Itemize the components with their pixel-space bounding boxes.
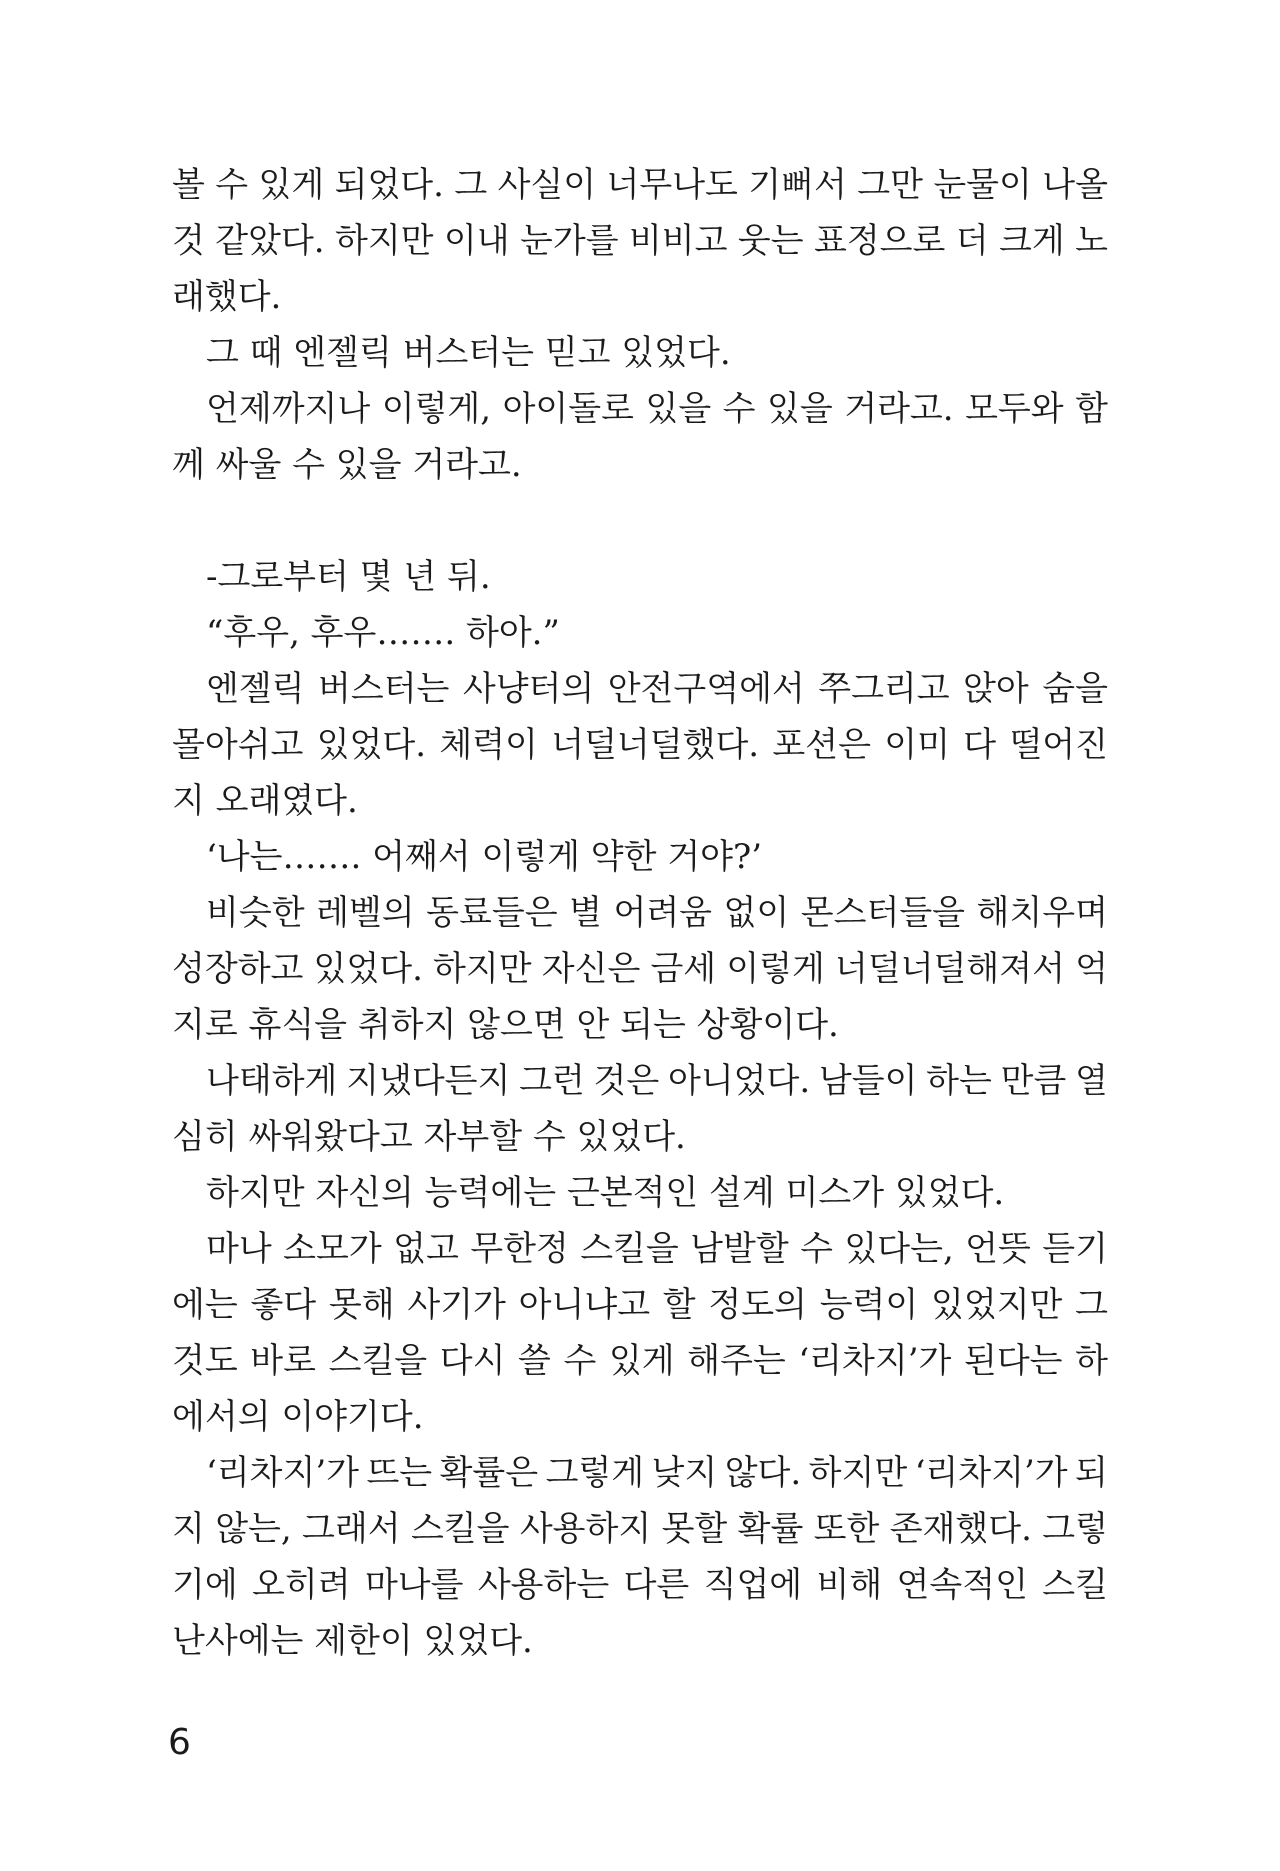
word: 것 [172, 221, 205, 261]
word: 노 [1075, 221, 1108, 261]
word: 언제까지나 [206, 389, 371, 429]
word: 해치우며 [976, 893, 1108, 933]
word: 사실이 [497, 165, 597, 205]
word: 하지만 [334, 221, 434, 261]
text-line: 께 싸울 수 있을 거라고. [172, 445, 522, 485]
word: 웃는 [737, 221, 804, 261]
text-line [172, 1053, 1108, 1109]
word: 스킬을 [410, 1509, 510, 1549]
word: 자신은 [541, 949, 641, 989]
word: 무한정 [470, 1229, 569, 1269]
word: 포션은 [772, 725, 871, 765]
word: 존재했다. [889, 1509, 1032, 1549]
word: 없이 [723, 893, 790, 933]
word: 그 [1075, 1285, 1108, 1325]
word: 정도의 [708, 1285, 807, 1325]
word: 쭈그리고 [818, 669, 950, 709]
word: 확률 [737, 1509, 804, 1549]
word: 되었다. [334, 165, 444, 205]
word: 사냥터의 [462, 669, 595, 709]
word: 수 [800, 1229, 833, 1269]
word: 사기가 [407, 1285, 506, 1325]
word: 그만 [857, 165, 923, 205]
word: 것도 [172, 1341, 238, 1381]
word: 못할 [661, 1509, 728, 1549]
text-line [172, 1445, 1108, 1501]
word: 있었지만 [931, 1285, 1063, 1325]
word: 몬스터들을 [800, 893, 966, 933]
word: 마나 [206, 1229, 272, 1269]
word: 사용하지 [519, 1509, 652, 1549]
word: 하지만 [433, 949, 532, 989]
word: 비슷한 [206, 893, 305, 933]
word: 기뻐서 [748, 165, 847, 205]
word: 소모가 [283, 1229, 382, 1269]
word: 있었다. [313, 949, 423, 989]
text-line: 지 오래였다. [172, 781, 358, 821]
word: 하는 [926, 1061, 992, 1101]
word: 비해 [816, 1565, 883, 1605]
text-line [172, 1333, 1108, 1389]
word: 앉아 [963, 669, 1029, 709]
word: 다 [963, 725, 997, 765]
word: 비비고 [628, 221, 728, 261]
text-line [172, 885, 1108, 941]
word: ‘리차지’가 [206, 1453, 359, 1493]
word: 아니냐고 [518, 1285, 651, 1325]
text-line [172, 381, 1108, 437]
word: 능력이 [819, 1285, 919, 1325]
word: 연속적인 [896, 1565, 1028, 1605]
word: 아이돌로 [502, 389, 634, 429]
text-line [172, 1221, 1108, 1277]
word: 없고 [393, 1229, 459, 1269]
word: 그렇 [1042, 1509, 1108, 1549]
word: 같았다. [215, 221, 325, 261]
text-line: 지로 휴식을 취하지 않으면 안 되는 상황이다. [172, 1005, 839, 1045]
word: 안전구역에서 [607, 669, 805, 709]
text-line: 심히 싸워왔다고 자부할 수 있었다. [172, 1117, 686, 1157]
word: 이내 [443, 221, 510, 261]
body-text [172, 157, 1108, 1669]
word: 눈가를 [520, 221, 619, 261]
word: 그렇게 [545, 1453, 645, 1493]
word: 별 [569, 893, 602, 933]
word: 기에 [172, 1565, 238, 1605]
word: 아니었다. [667, 1061, 811, 1101]
word: 언뜻 [965, 1229, 1031, 1269]
word: 너무나도 [606, 165, 738, 205]
word: 되 [1075, 1453, 1108, 1493]
word: 뜨는 [366, 1453, 433, 1493]
word: 이렇게, [381, 389, 492, 429]
word: 모두와 [965, 389, 1064, 429]
section-break [172, 493, 1108, 549]
text-line [172, 661, 1108, 717]
word: 남발할 [690, 1229, 789, 1269]
word: 지 [172, 1509, 205, 1549]
word: 레벨의 [316, 893, 415, 933]
word: 다시 [439, 1341, 506, 1381]
word: 어려움 [613, 893, 713, 933]
word: 수 [722, 389, 756, 429]
word: 것은 [593, 1061, 660, 1101]
word: 있게 [258, 165, 325, 205]
word: 확률은 [439, 1453, 539, 1493]
word: 몰아쉬고 [172, 725, 304, 765]
word: 있게 [608, 1341, 675, 1381]
word: 거라고. [844, 389, 954, 429]
word: 성장하고 [172, 949, 304, 989]
text-line: -그로부터 몇 년 뒤. [206, 557, 491, 597]
word: 그 [454, 165, 488, 205]
word: 된다는 [963, 1341, 1063, 1381]
word: 마나를 [364, 1565, 464, 1605]
text-line: 하지만 자신의 능력에는 근본적인 설계 미스가 있었다. [206, 1173, 1005, 1213]
word: 스킬을 [328, 1341, 428, 1381]
word: 숨을 [1042, 669, 1108, 709]
word: 체력이 [439, 725, 538, 765]
word: 너덜너덜해져서 [835, 949, 1065, 989]
word: 있다는, [844, 1229, 954, 1269]
text-line [172, 941, 1108, 997]
word: 다른 [623, 1565, 690, 1605]
word: 너덜너덜했다. [551, 725, 760, 765]
text-line [172, 1557, 1108, 1613]
word: 스킬을 [580, 1229, 679, 1269]
word: 남들이 [818, 1061, 918, 1101]
word: ‘리차지’가 [798, 1341, 952, 1381]
text-line [172, 213, 1108, 269]
word: 그래서 [302, 1509, 401, 1549]
text-line [172, 1501, 1108, 1557]
word: 크게 [999, 221, 1065, 261]
word: 떨어진 [1009, 725, 1108, 765]
word: 직업에 [703, 1565, 803, 1605]
word: 그런 [519, 1061, 585, 1101]
word: 이미 [884, 725, 950, 765]
word: 수 [563, 1341, 597, 1381]
word: 못해 [328, 1285, 395, 1325]
word: 볼 [172, 165, 205, 205]
word: 쓸 [518, 1341, 551, 1381]
word: 좋다 [250, 1285, 317, 1325]
word: 이렇게 [726, 949, 825, 989]
word: 눈물이 [933, 165, 1032, 205]
word: 지냈다든지 [346, 1061, 511, 1101]
word: 에는 [172, 1285, 238, 1325]
word: 듣기 [1042, 1229, 1108, 1269]
thought-line: ‘나는……. 어째서 이렇게 약한 거야?’ [206, 837, 763, 877]
text-line: 그 때 엔젤릭 버스터는 믿고 있었다. [206, 333, 731, 373]
word: 있을 [767, 389, 833, 429]
word: 수 [215, 165, 249, 205]
word: 엔젤릭 [206, 669, 305, 709]
text-line: 에서의 이야기다. [172, 1397, 424, 1437]
word: 동료들은 [426, 893, 558, 933]
word: 표정으로 [813, 221, 946, 261]
word: 만큼 [1000, 1061, 1067, 1101]
word: 할 [662, 1285, 696, 1325]
word: 바로 [250, 1341, 316, 1381]
word: 사용하는 [477, 1565, 610, 1605]
word: 버스터는 [318, 669, 450, 709]
word: 있을 [645, 389, 712, 429]
text-line [172, 1277, 1108, 1333]
word: 하 [1075, 1341, 1108, 1381]
word: 오히려 [252, 1565, 351, 1605]
word: 또한 [813, 1509, 880, 1549]
text-line: 난사에는 제한이 있었다. [172, 1621, 533, 1661]
word: 있었다. [316, 725, 427, 765]
word: 낮지 [651, 1453, 718, 1493]
word: 않다. [724, 1453, 802, 1493]
word: ‘리차지’가 [914, 1453, 1068, 1493]
page-number: 6 [168, 1722, 191, 1763]
word: 열 [1075, 1061, 1108, 1101]
word: 금세 [650, 949, 717, 989]
word: 스킬 [1042, 1565, 1108, 1605]
text-line: 래했다. [172, 277, 282, 317]
word: 더 [955, 221, 989, 261]
text-line [172, 157, 1108, 213]
word: 함 [1075, 389, 1108, 429]
word: 하지만 [808, 1453, 908, 1493]
word: 나태하게 [206, 1061, 338, 1101]
word: 않는, [215, 1509, 292, 1549]
word: 억 [1075, 949, 1108, 989]
text-line [172, 717, 1108, 773]
word: 해주는 [687, 1341, 786, 1381]
dialogue-line: “후우, 후우……. 하아.” [206, 613, 560, 653]
word: 나올 [1042, 165, 1108, 205]
